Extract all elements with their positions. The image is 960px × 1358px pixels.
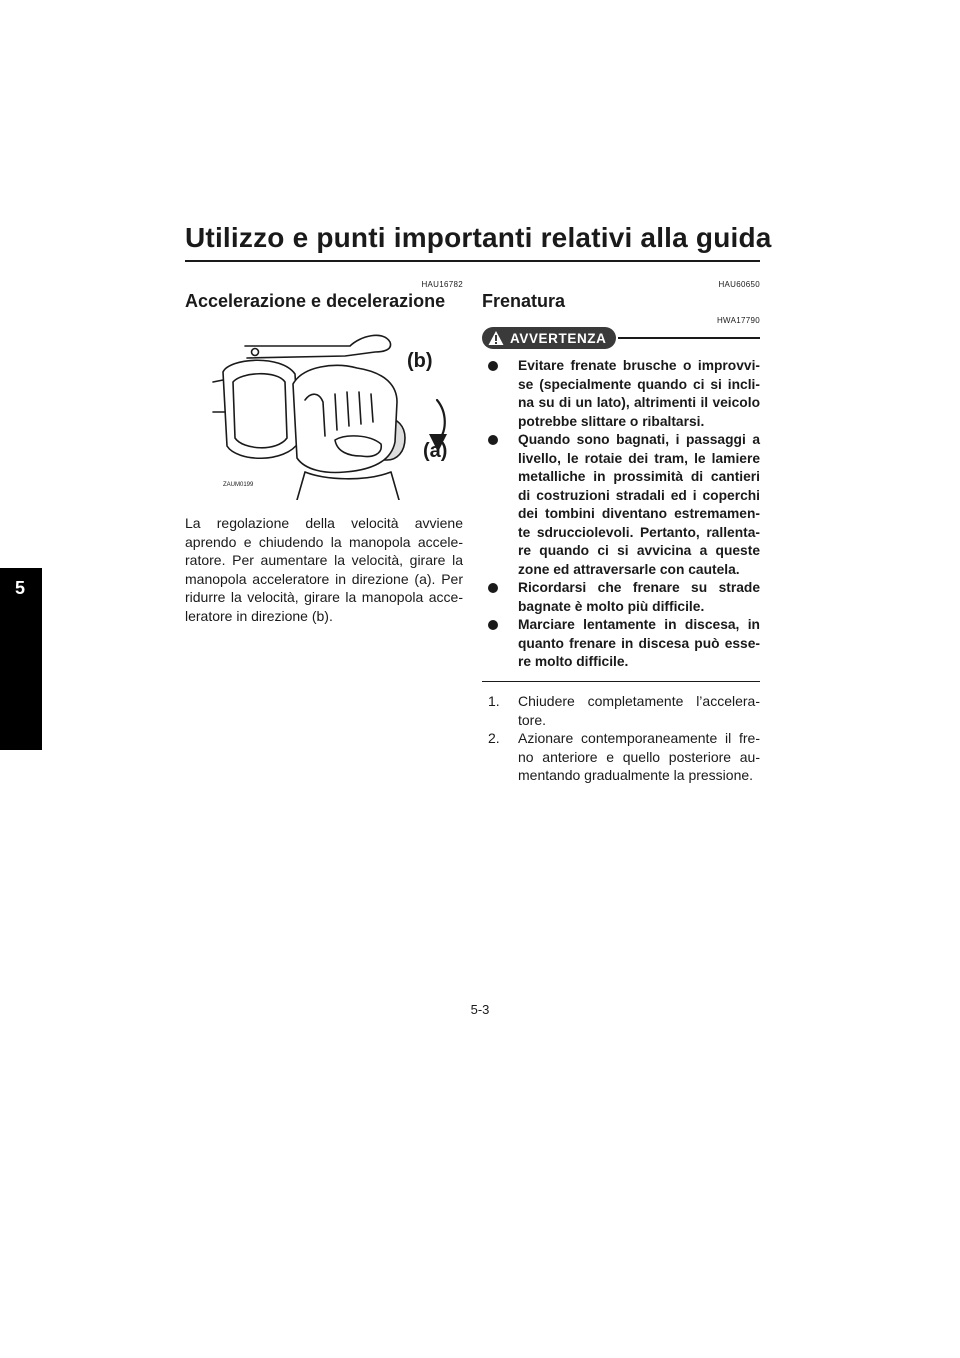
section-title-acceleration: Accelerazione e decelerazione xyxy=(185,291,446,311)
warning-triangle-icon xyxy=(488,330,504,346)
warning-list xyxy=(482,357,760,672)
direction-label-b: (b) xyxy=(407,350,433,372)
hand-on-throttle-icon xyxy=(185,322,463,500)
left-column xyxy=(185,270,463,625)
warning-header xyxy=(482,327,760,349)
list-item: 2. Azionare contemporaneamente il fre-no anteriore e quello posteriore au-mentando gradualmente la pressione. xyxy=(488,730,760,783)
right-column xyxy=(482,270,760,785)
warning-bottom-rule xyxy=(482,681,760,683)
chapter-number: 5 xyxy=(15,578,26,598)
header-rule xyxy=(185,260,760,262)
warning-label: AVVERTENZA xyxy=(510,330,607,346)
page-number: 5-3 xyxy=(470,1002,490,1017)
bullet-icon xyxy=(488,435,498,445)
warning-item: Marciare lentamente in discesa, in quanto frenare in discesa può esse-re molto difficile. xyxy=(482,616,760,672)
page-title: Utilizzo e punti importanti relativi alla guida xyxy=(185,222,772,253)
acceleration-body-text: La regolazione della velocità avviene aprendo e chiudendo la manopola accele-ratore. Per aumentare la velocità, girare la manopola acceleratore in direzione (a). Per ridurre la velocità, girare la manopola acce-leratore in direzione (b). xyxy=(185,515,463,624)
chapter-tab xyxy=(0,568,42,750)
warning-badge xyxy=(482,327,616,349)
direction-label-a: (a) xyxy=(423,440,448,462)
bullet-icon xyxy=(488,361,498,371)
bullet-icon xyxy=(488,620,498,630)
braking-steps xyxy=(482,692,760,785)
section-code: HAU60650 xyxy=(718,280,760,289)
warning-item: Ricordarsi che frenare su strade bagnate è molto più difficile. xyxy=(482,579,760,616)
warning-item: Quando sono bagnati, i passaggi a livello, le rotaie dei tram, le lamiere metalliche in prossimità di cantieri di costruzioni stradali ed i coperchi dei tombini diventano estremamen-te sdrucciolevoli. Pertanto, rallenta-re quando ci si avvicina a queste zone ed attraversarle con cautela. xyxy=(482,431,760,579)
bullet-icon xyxy=(488,583,498,593)
figure-code: ZAUM0199 xyxy=(223,482,254,488)
throttle-grip-illustration xyxy=(185,322,463,500)
section-title-braking: Frenatura xyxy=(482,291,566,311)
section-code: HAU16782 xyxy=(421,280,463,289)
list-item: 1. Chiudere completamente l’accelera-tore. xyxy=(488,693,760,728)
warning-item: Evitare frenate brusche o improvvi-se (specialmente quando ci si incli-na su di un lato), altrimenti il veicolo potrebbe slittare o ribaltarsi. xyxy=(482,357,760,431)
warning-rule xyxy=(618,337,760,339)
warning-code: HWA17790 xyxy=(716,316,760,325)
